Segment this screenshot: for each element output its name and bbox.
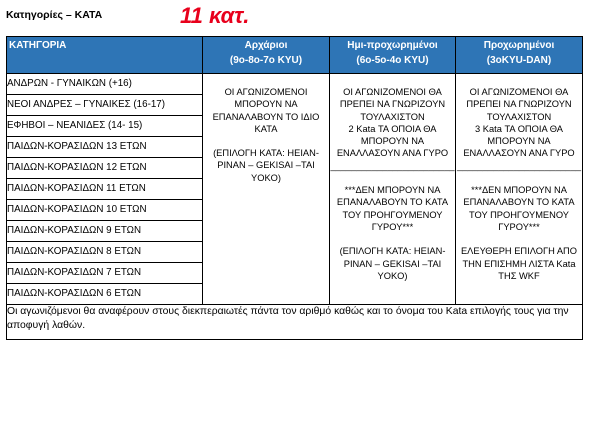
beginner-rule-text: ΟΙ ΑΓΩΝΙΖΟΜΕΝΟΙ ΜΠΟΡΟΥΝ ΝΑ ΕΠΑΝΑΛΑΒΟΥΝ ΤΟ ΙΔΙΟ ΚΑΤΑ — [212, 87, 320, 134]
category-cell: ΠΑΙΔΩΝ-ΚΟΡΑΣΙΔΩΝ 6 ΕΤΩΝ — [7, 284, 203, 305]
table-header-row — [7, 37, 583, 74]
advanced-kata-choice: ΕΛΕΥΘΕΡΗ ΕΠΙΛΟΓΗ ΑΠΟ ΤΗΝ ΕΠΙΣΗΜΗ ΛΙΣΤΑ Kata ΤΗΣ WKF — [460, 246, 577, 281]
category-cell: ΠΑΙΔΩΝ-ΚΟΡΑΣΙΔΩΝ 10 ΕΤΩΝ — [7, 200, 203, 221]
category-cell: ΠΑΙΔΩΝ-ΚΟΡΑΣΙΔΩΝ 13 ΕΤΩΝ — [7, 137, 203, 158]
category-count-label: 11 κατ. — [180, 3, 250, 28]
intermediate-kata-choice: (ΕΠΙΛΟΓΗ ΚΑΤΑ: HEIAN-PINAN – GEKISAI –TAI YOKO) — [339, 246, 446, 281]
beginner-rules-cell — [203, 74, 330, 305]
category-cell: ΝΕΟΙ ΑΝΔΡΕΣ – ΓΥΝΑΙΚΕΣ (16-17) — [7, 95, 203, 116]
category-cell: ΕΦΗΒΟΙ – ΝΕΑΝΙΔΕΣ (14- 15) — [7, 116, 203, 137]
header-beginner: Αρχάριοι (9ο-8ο-7ο KYU) — [203, 37, 330, 74]
advanced-no-repeat: ***ΔΕΝ ΜΠΟΡΟΥΝ ΝΑ ΕΠΑΝΑΛΑΒΟΥΝ ΤΟ ΚΑΤΑ ΤΟΥ ΠΡΟΗΓΟΥΜΕΝΟΥ ΓΥΡΟΥ*** — [463, 185, 575, 232]
table-row — [7, 74, 583, 95]
intermediate-no-repeat: ***ΔΕΝ ΜΠΟΡΟΥΝ ΝΑ ΕΠΑΝΑΛΑΒΟΥΝ ΤΟ ΚΑΤΑ ΤΟΥ ΠΡΟΗΓΟΥΜΕΝΟΥ ΓΥΡΟΥ*** — [336, 185, 449, 232]
advanced-rules-cell — [456, 74, 583, 305]
advanced-divider: ________________________ — [456, 160, 582, 171]
header-advanced: Προχωρημένοι (3οKYU-DAN) — [456, 37, 583, 74]
intermediate-rule-kata-count: 2 Kata ΤΑ ΟΠΟΙΑ ΘΑ ΜΠΟΡΟΥΝ ΝΑ ΕΝΑΛΛΑΣΟΥΝ ΑΝΑ ΓΥΡΟ — [336, 123, 449, 159]
document-title: Κατηγορίες – ΚΑΤΑ — [6, 9, 103, 21]
category-cell: ΠΑΙΔΩΝ-ΚΟΡΑΣΙΔΩΝ 8 ΕΤΩΝ — [7, 242, 203, 263]
kata-categories-table — [6, 36, 583, 340]
intermediate-rules-cell — [330, 74, 456, 305]
category-cell: ΠΑΙΔΩΝ-ΚΟΡΑΣΙΔΩΝ 12 ΕΤΩΝ — [7, 158, 203, 179]
intermediate-divider: ________________________ — [330, 160, 455, 171]
footer-row — [7, 305, 583, 340]
category-cell: ΠΑΙΔΩΝ-ΚΟΡΑΣΙΔΩΝ 9 ΕΤΩΝ — [7, 221, 203, 242]
footer-note: Οι αγωνιζόμενοι θα αναφέρουν στους διεκπεραιωτές πάντα τον αριθμό καθώς και το όνομα του Kata επιλογής τους για την αποφυγή λαθών. — [7, 305, 583, 340]
advanced-rule-text: ΟΙ ΑΓΩΝΙΖΟΜΕΝΟΙ ΘΑ ΠΡΕΠΕΙ ΝΑ ΓΝΩΡΙΖΟΥΝ ΤΟΥΛΑΧΙΣΤΟΝ — [466, 87, 572, 122]
header-intermediate: Ημι-προχωρημένοι (6ο-5ο-4ο KYU) — [330, 37, 456, 74]
advanced-rule-kata-count: 3 Kata ΤΑ ΟΠΟΙΑ ΘΑ ΜΠΟΡΟΥΝ ΝΑ ΕΝΑΛΛΑΣΟΥΝ ΑΝΑ ΓΥΡΟ — [463, 123, 575, 159]
beginner-kata-choice: (ΕΠΙΛΟΓΗ ΚΑΤΑ: HEIAN-PINAN – GEKISAI –TAI YOKO) — [213, 148, 319, 183]
intermediate-rule-text: ΟΙ ΑΓΩΝΙΖΟΜΕΝΟΙ ΘΑ ΠΡΕΠΕΙ ΝΑ ΓΝΩΡΙΖΟΥΝ ΤΟΥΛΑΧΙΣΤΟΝ — [339, 87, 446, 122]
category-cell: ΠΑΙΔΩΝ-ΚΟΡΑΣΙΔΩΝ 7 ΕΤΩΝ — [7, 263, 203, 284]
category-cell: ΠΑΙΔΩΝ-ΚΟΡΑΣΙΔΩΝ 11 ΕΤΩΝ — [7, 179, 203, 200]
category-cell: ΑΝΔΡΩΝ - ΓΥΝΑΙΚΩΝ (+16) — [7, 74, 203, 95]
header-category: ΚΑΤΗΓΟΡΙΑ — [7, 37, 203, 74]
